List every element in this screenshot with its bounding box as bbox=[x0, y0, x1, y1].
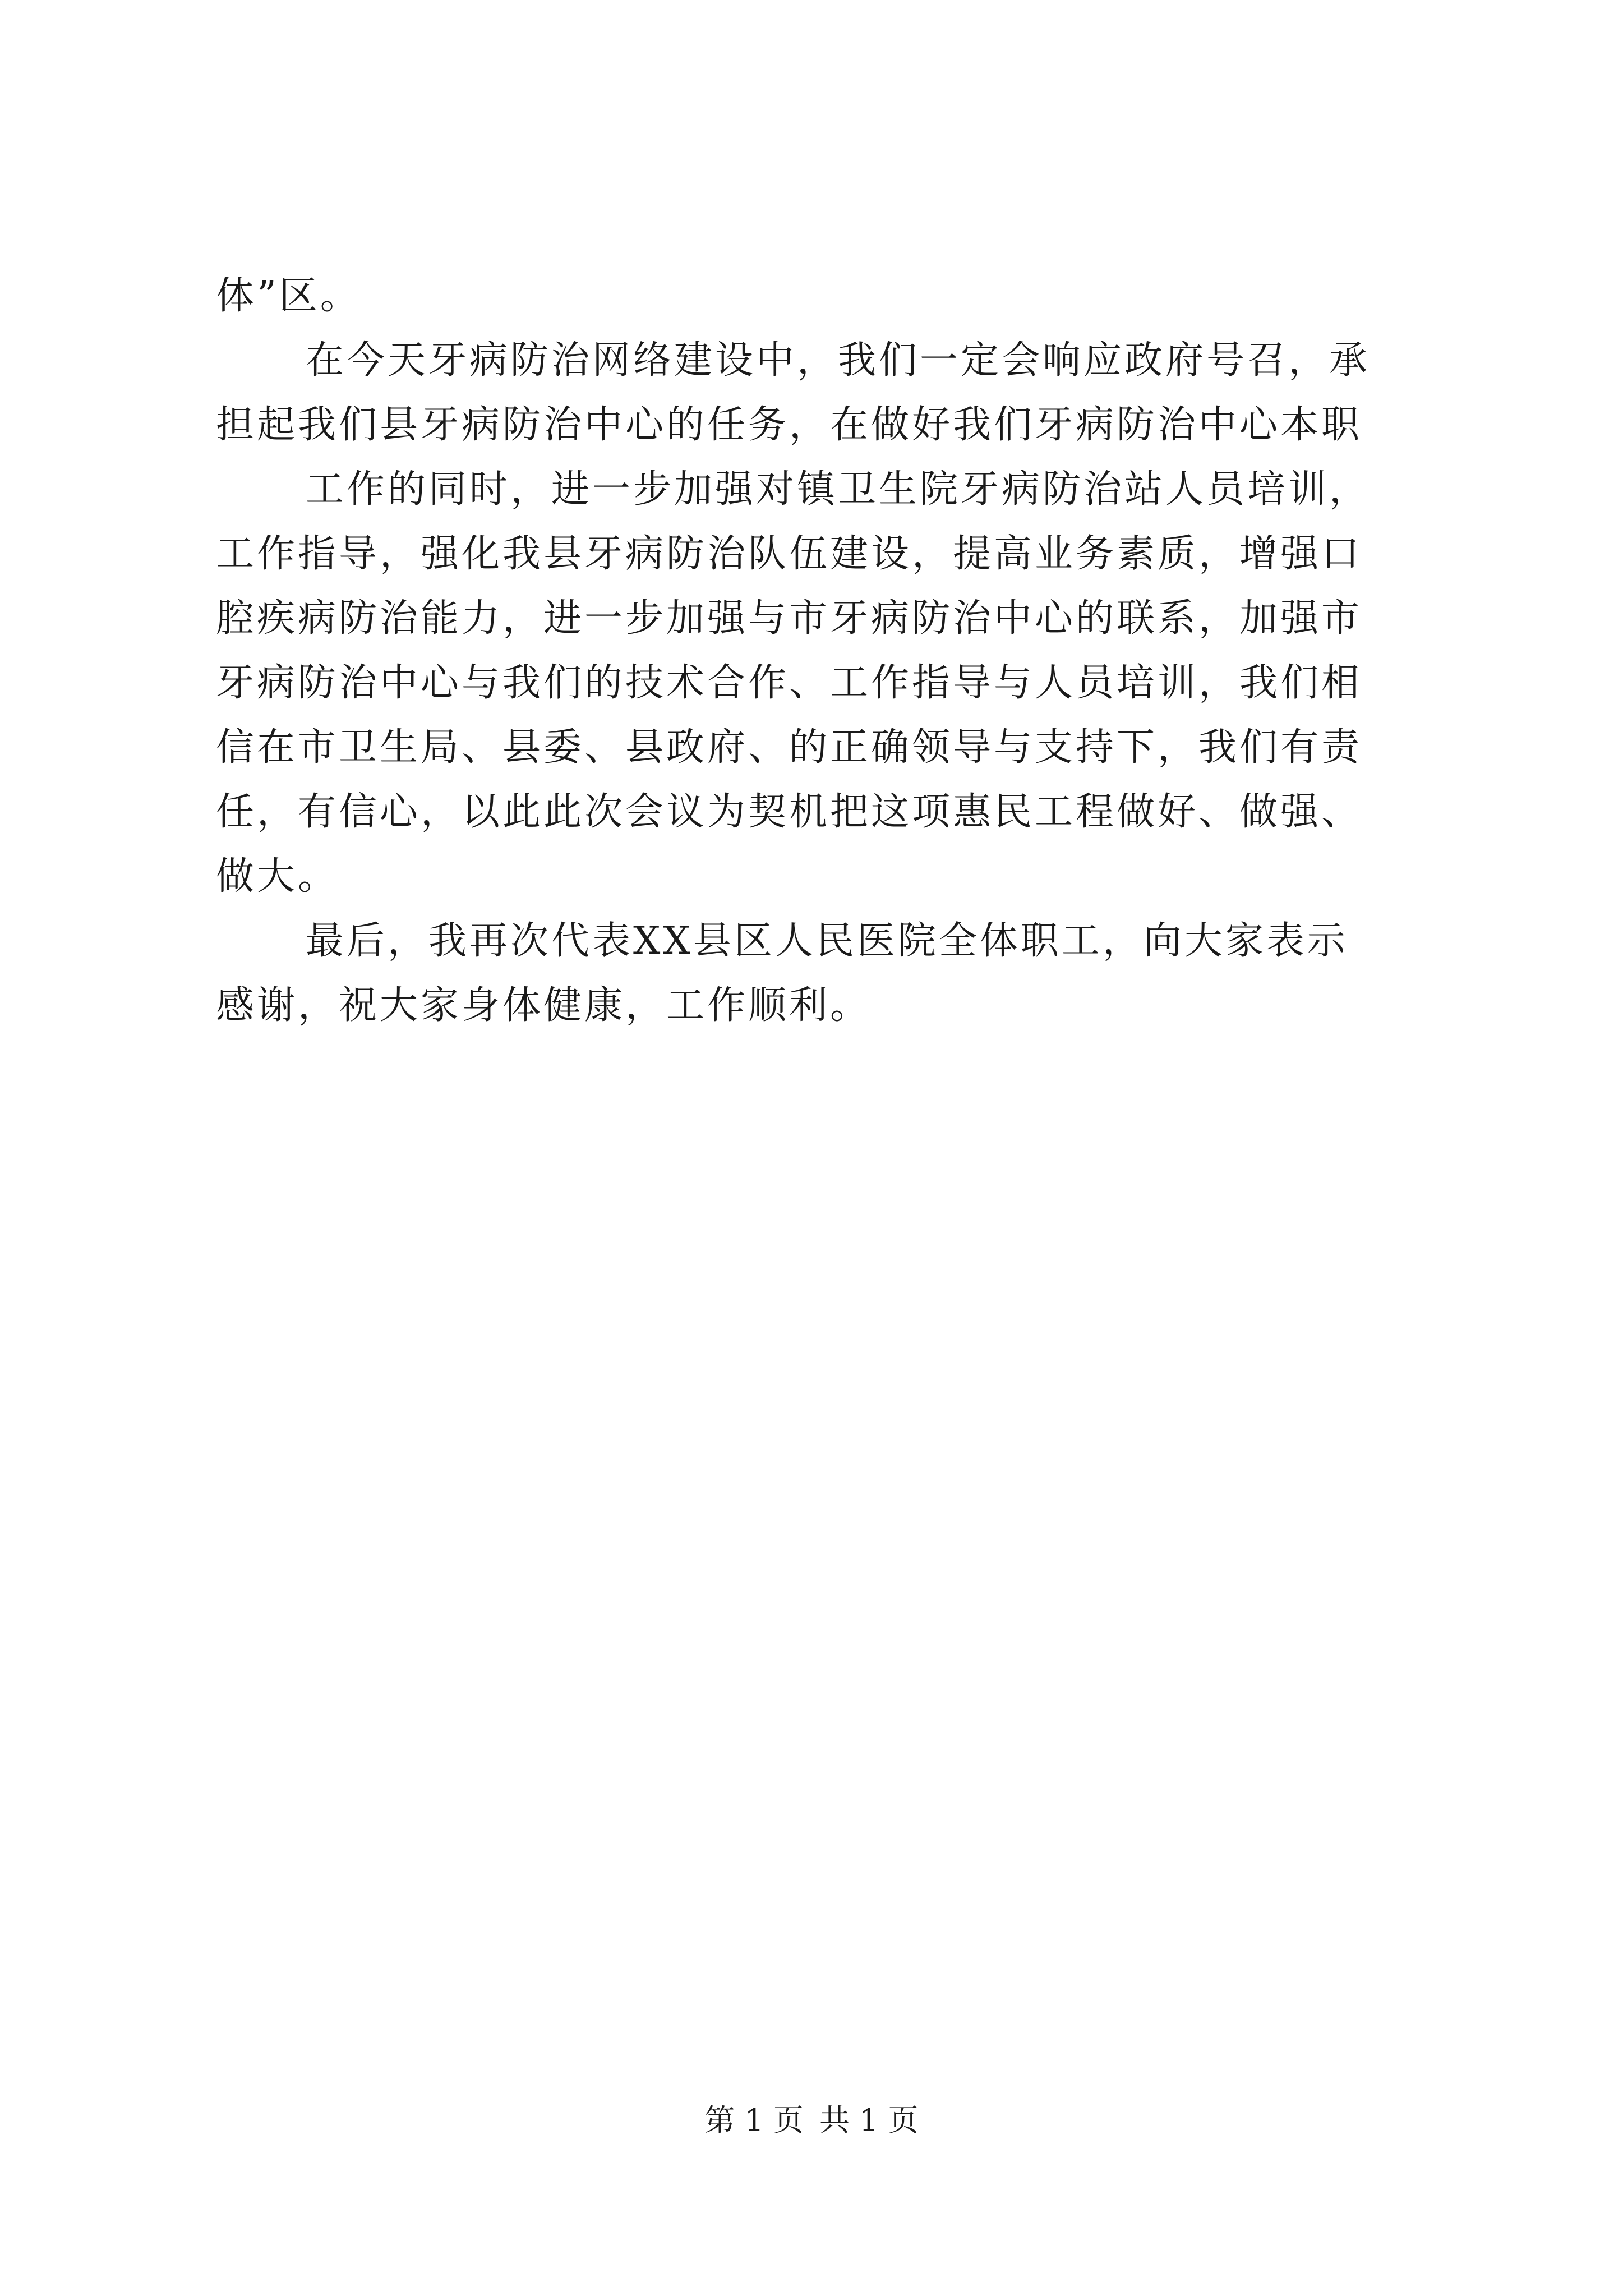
text-line-12: 感谢，祝大家身体健康，工作顺利。 bbox=[216, 983, 872, 1028]
document-body bbox=[216, 264, 1416, 1038]
text-line-7: 牙病防治中心与我们的技术合作、工作指导与人员培训，我们相 bbox=[216, 661, 1363, 705]
text-line-2: 在今天牙病防治网络建设中，我们一定会响应政府号召，承 bbox=[306, 338, 1371, 383]
text-line-8: 信在市卫生局、县委、县政府、的正确领导与支持下，我们有责 bbox=[216, 725, 1363, 770]
page-number-current: 第 1 页 bbox=[704, 2102, 804, 2138]
text-line-11: 最后，我再次代表XX县区人民医院全体职工，向大家表示 bbox=[306, 919, 1348, 963]
text-line-1: 体”区。 bbox=[216, 274, 361, 318]
text-line-3: 担起我们县牙病防治中心的任务，在做好我们牙病防治中心本职 bbox=[216, 403, 1363, 447]
text-line-10: 做大。 bbox=[216, 854, 339, 899]
text-line-9: 任，有信心，以此此次会议为契机把这项惠民工程做好、做强、 bbox=[216, 790, 1363, 834]
page-number-total: 共 1 页 bbox=[819, 2102, 919, 2138]
text-line-6: 腔疾病防治能力，进一步加强与市牙病防治中心的联系，加强市 bbox=[216, 596, 1363, 641]
text-line-4: 工作的同时，进一步加强对镇卫生院牙病防治站人员培训， bbox=[306, 467, 1371, 512]
text-line-5: 工作指导，强化我县牙病防治队伍建设，提高业务素质，增强口 bbox=[216, 532, 1363, 576]
page-footer bbox=[0, 2101, 1623, 2140]
